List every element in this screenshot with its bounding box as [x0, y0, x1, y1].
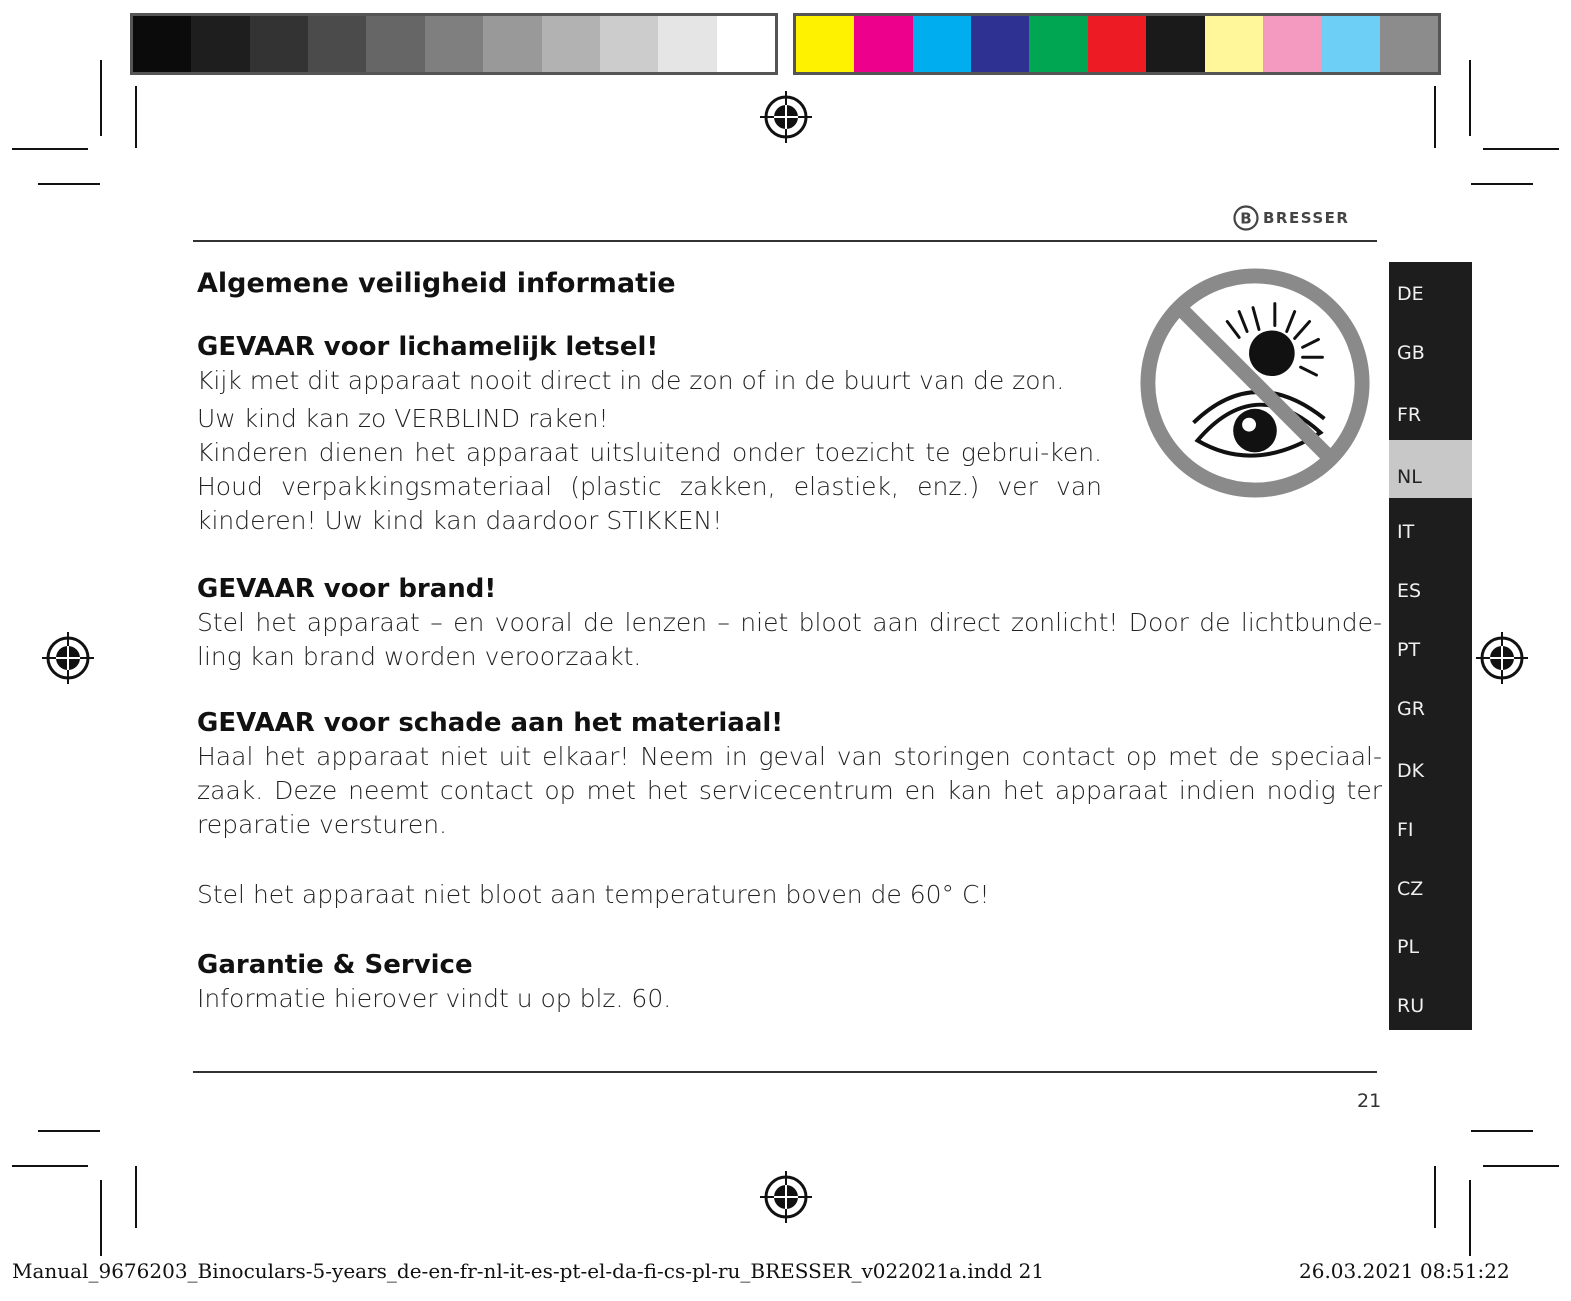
bresser-b-logo-icon [1233, 205, 1259, 231]
section-warranty [197, 948, 1382, 1016]
section-heading: Garantie & Service [197, 950, 473, 980]
language-tab-de[interactable]: DE [1397, 283, 1424, 305]
language-tab-nl[interactable]: NL [1389, 440, 1472, 498]
safety-info-content [197, 262, 1382, 1016]
language-tab-it[interactable]: IT [1397, 521, 1415, 543]
language-tab-fi[interactable]: FI [1397, 819, 1414, 841]
grayscale-swatch [600, 16, 658, 72]
grayscale-swatch [308, 16, 366, 72]
crop-mark [100, 60, 102, 136]
language-tab-ru[interactable]: RU [1397, 995, 1425, 1017]
language-tab-cz[interactable]: CZ [1397, 878, 1424, 900]
process-color-swatch [1380, 16, 1438, 72]
registration-mark-icon [1475, 631, 1529, 685]
section-fire [197, 572, 1382, 674]
registration-mark-icon [759, 1170, 813, 1224]
process-color-swatch [1205, 16, 1263, 72]
page-number: 21 [1357, 1090, 1382, 1112]
grayscale-swatch [366, 16, 424, 72]
section-paragraph: Stel het apparaat – en vooral de lenzen – niet bloot aan direct zonlicht! Door de lichtbunde-ling kan brand worden veroorzaakt. [197, 608, 1382, 671]
footer-rule [193, 1071, 1377, 1073]
brand-logo [1233, 205, 1349, 231]
section-heading: GEVAAR voor lichamelijk letsel! [197, 332, 659, 362]
grayscale-swatch [483, 16, 541, 72]
process-color-swatch [1029, 16, 1087, 72]
grayscale-swatch [250, 16, 308, 72]
language-tab-pl[interactable]: PL [1397, 936, 1420, 958]
language-tab-gr[interactable]: GR [1397, 698, 1425, 720]
grayscale-swatch [717, 16, 775, 72]
crop-mark [1434, 1166, 1436, 1228]
crop-mark [1434, 86, 1436, 148]
grayscale-swatch [133, 16, 191, 72]
crop-mark [1471, 1130, 1533, 1132]
crop-mark [135, 86, 137, 148]
crop-mark [38, 183, 100, 185]
language-tab-gb[interactable]: GB [1397, 342, 1425, 364]
section-bodily-injury [197, 330, 1382, 538]
svg-text:B: B [1240, 209, 1252, 228]
grayscale-swatch [542, 16, 600, 72]
process-color-swatch [854, 16, 912, 72]
process-color-swatch [1146, 16, 1204, 72]
header-rule [193, 240, 1377, 242]
crop-mark [1483, 148, 1559, 150]
language-tab-fr[interactable]: FR [1397, 404, 1422, 426]
language-tab-pt[interactable]: PT [1397, 639, 1421, 661]
section-paragraph: Stel het apparaat niet bloot aan temperaturen boven de 60° C! [197, 880, 990, 909]
crop-mark [12, 1165, 88, 1167]
crop-mark [1469, 1180, 1471, 1256]
footer-timestamp: 26.03.2021 08:51:22 [1299, 1259, 1510, 1283]
section-heading: GEVAAR voor schade aan het materiaal! [197, 708, 784, 738]
section-paragraph: Uw kind kan zo VERBLIND raken! [197, 404, 609, 433]
process-color-swatch [796, 16, 854, 72]
crop-mark [12, 148, 88, 150]
language-tab-dk[interactable]: DK [1397, 760, 1425, 782]
section-material-damage [197, 706, 1382, 842]
brand-name: BRESSER [1263, 209, 1350, 227]
crop-mark [135, 1166, 137, 1228]
footer-file-name: Manual_9676203_Binoculars-5-years_de-en-fr-nl-it-es-pt-el-da-fi-cs-pl-ru_BRESSER_v022021a.indd 21 [12, 1259, 1045, 1283]
grayscale-swatch [425, 16, 483, 72]
language-tab-es[interactable]: ES [1397, 580, 1422, 602]
crop-mark [1471, 183, 1533, 185]
grayscale-color-bar [130, 13, 778, 75]
registration-mark-icon [41, 631, 95, 685]
section-heading: GEVAAR voor brand! [197, 574, 497, 604]
grayscale-swatch [191, 16, 249, 72]
section-temperature [197, 878, 1382, 912]
crop-mark [38, 1130, 100, 1132]
process-color-swatch [1088, 16, 1146, 72]
process-color-swatch [913, 16, 971, 72]
crop-mark [1469, 60, 1471, 136]
process-color-bar [793, 13, 1441, 75]
page-title: Algemene veiligheid informatie [197, 268, 676, 299]
section-paragraph: Informatie hierover vindt u op blz. 60. [197, 984, 672, 1013]
crop-mark [1483, 1165, 1559, 1167]
language-tabs [1389, 262, 1472, 1030]
section-paragraph: Kijk met dit apparaat nooit direct in de zon of in de buurt van de zon. [197, 366, 1065, 395]
process-color-swatch [971, 16, 1029, 72]
section-paragraph: Haal het apparaat niet uit elkaar! Neem in geval van storingen contact op met de speciaal-zaak. Deze neemt contact op met het servicecentrum en kan het apparaat indien nodig ter reparatie versturen. [197, 742, 1382, 839]
registration-mark-icon [759, 90, 813, 144]
process-color-swatch [1263, 16, 1321, 72]
grayscale-swatch [658, 16, 716, 72]
crop-mark [100, 1180, 102, 1256]
process-color-swatch [1321, 16, 1379, 72]
section-paragraph: Kinderen dienen het apparaat uitsluitend onder toezicht te gebrui-ken. Houd verpakkingsmateriaal (plastic zakken, elastiek, enz.) ver van kinderen! Uw kind kan daardoor STIKKEN! [197, 438, 1102, 535]
